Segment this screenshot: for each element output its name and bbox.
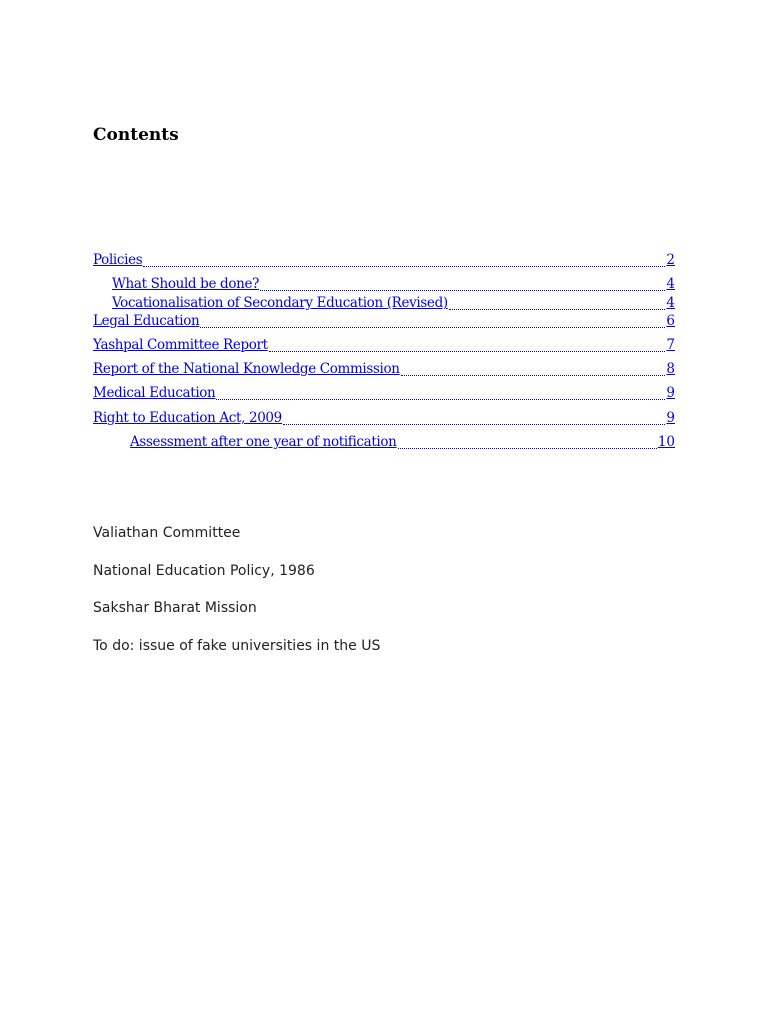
toc-entry-title: Yashpal Committee Report: [93, 337, 268, 353]
toc-entry-page: 4: [666, 295, 675, 311]
toc-entry-medical-education[interactable]: [93, 383, 675, 401]
toc-entry-title: Vocationalisation of Secondary Education (Revised): [112, 295, 448, 311]
toc-entry-page: 6: [666, 313, 675, 329]
contents-heading: Contents: [93, 125, 179, 145]
toc-entry-knowledge-commission[interactable]: [93, 359, 675, 377]
toc-dot-leader: [216, 386, 665, 401]
toc-dot-leader: [449, 296, 666, 311]
note-paragraph: Valiathan Committee: [93, 525, 241, 541]
toc-dot-leader: [398, 435, 657, 450]
toc-entry-yashpal-committee[interactable]: [93, 335, 675, 353]
toc-entry-policies[interactable]: [93, 250, 675, 268]
note-paragraph: Sakshar Bharat Mission: [93, 600, 257, 616]
toc-entry-page: 9: [666, 410, 675, 426]
toc-dot-leader: [401, 362, 666, 377]
toc-entry-page: 9: [666, 385, 675, 401]
toc-dot-leader: [260, 277, 665, 292]
toc-entry-page: 4: [666, 276, 675, 292]
toc-dot-leader: [200, 314, 665, 329]
toc-entry-page: 7: [666, 337, 675, 353]
toc-entry-page: 10: [657, 434, 675, 450]
toc-entry-legal-education[interactable]: [93, 311, 675, 329]
note-paragraph: National Education Policy, 1986: [93, 563, 315, 579]
toc-entry-title: What Should be done?: [112, 276, 259, 292]
toc-dot-leader: [269, 338, 666, 353]
toc-entry-title: Medical Education: [93, 385, 216, 401]
toc-entry-page: 8: [666, 361, 675, 377]
toc-dot-leader: [143, 253, 665, 268]
toc-entry-right-to-education[interactable]: [93, 408, 675, 426]
toc-entry-title: Policies: [93, 252, 143, 268]
note-paragraph: To do: issue of fake universities in the US: [93, 638, 381, 654]
toc-entry-vocationalisation[interactable]: [112, 293, 675, 311]
toc-entry-what-should-be-done[interactable]: [112, 274, 675, 292]
toc-entry-title: Legal Education: [93, 313, 200, 329]
toc-entry-title: Right to Education Act, 2009: [93, 410, 282, 426]
toc-entry-assessment[interactable]: [130, 432, 675, 450]
toc-entry-title: Assessment after one year of notification: [130, 434, 397, 450]
toc-entry-page: 2: [666, 252, 675, 268]
toc-entry-title: Report of the National Knowledge Commission: [93, 361, 400, 377]
toc-dot-leader: [283, 411, 665, 426]
